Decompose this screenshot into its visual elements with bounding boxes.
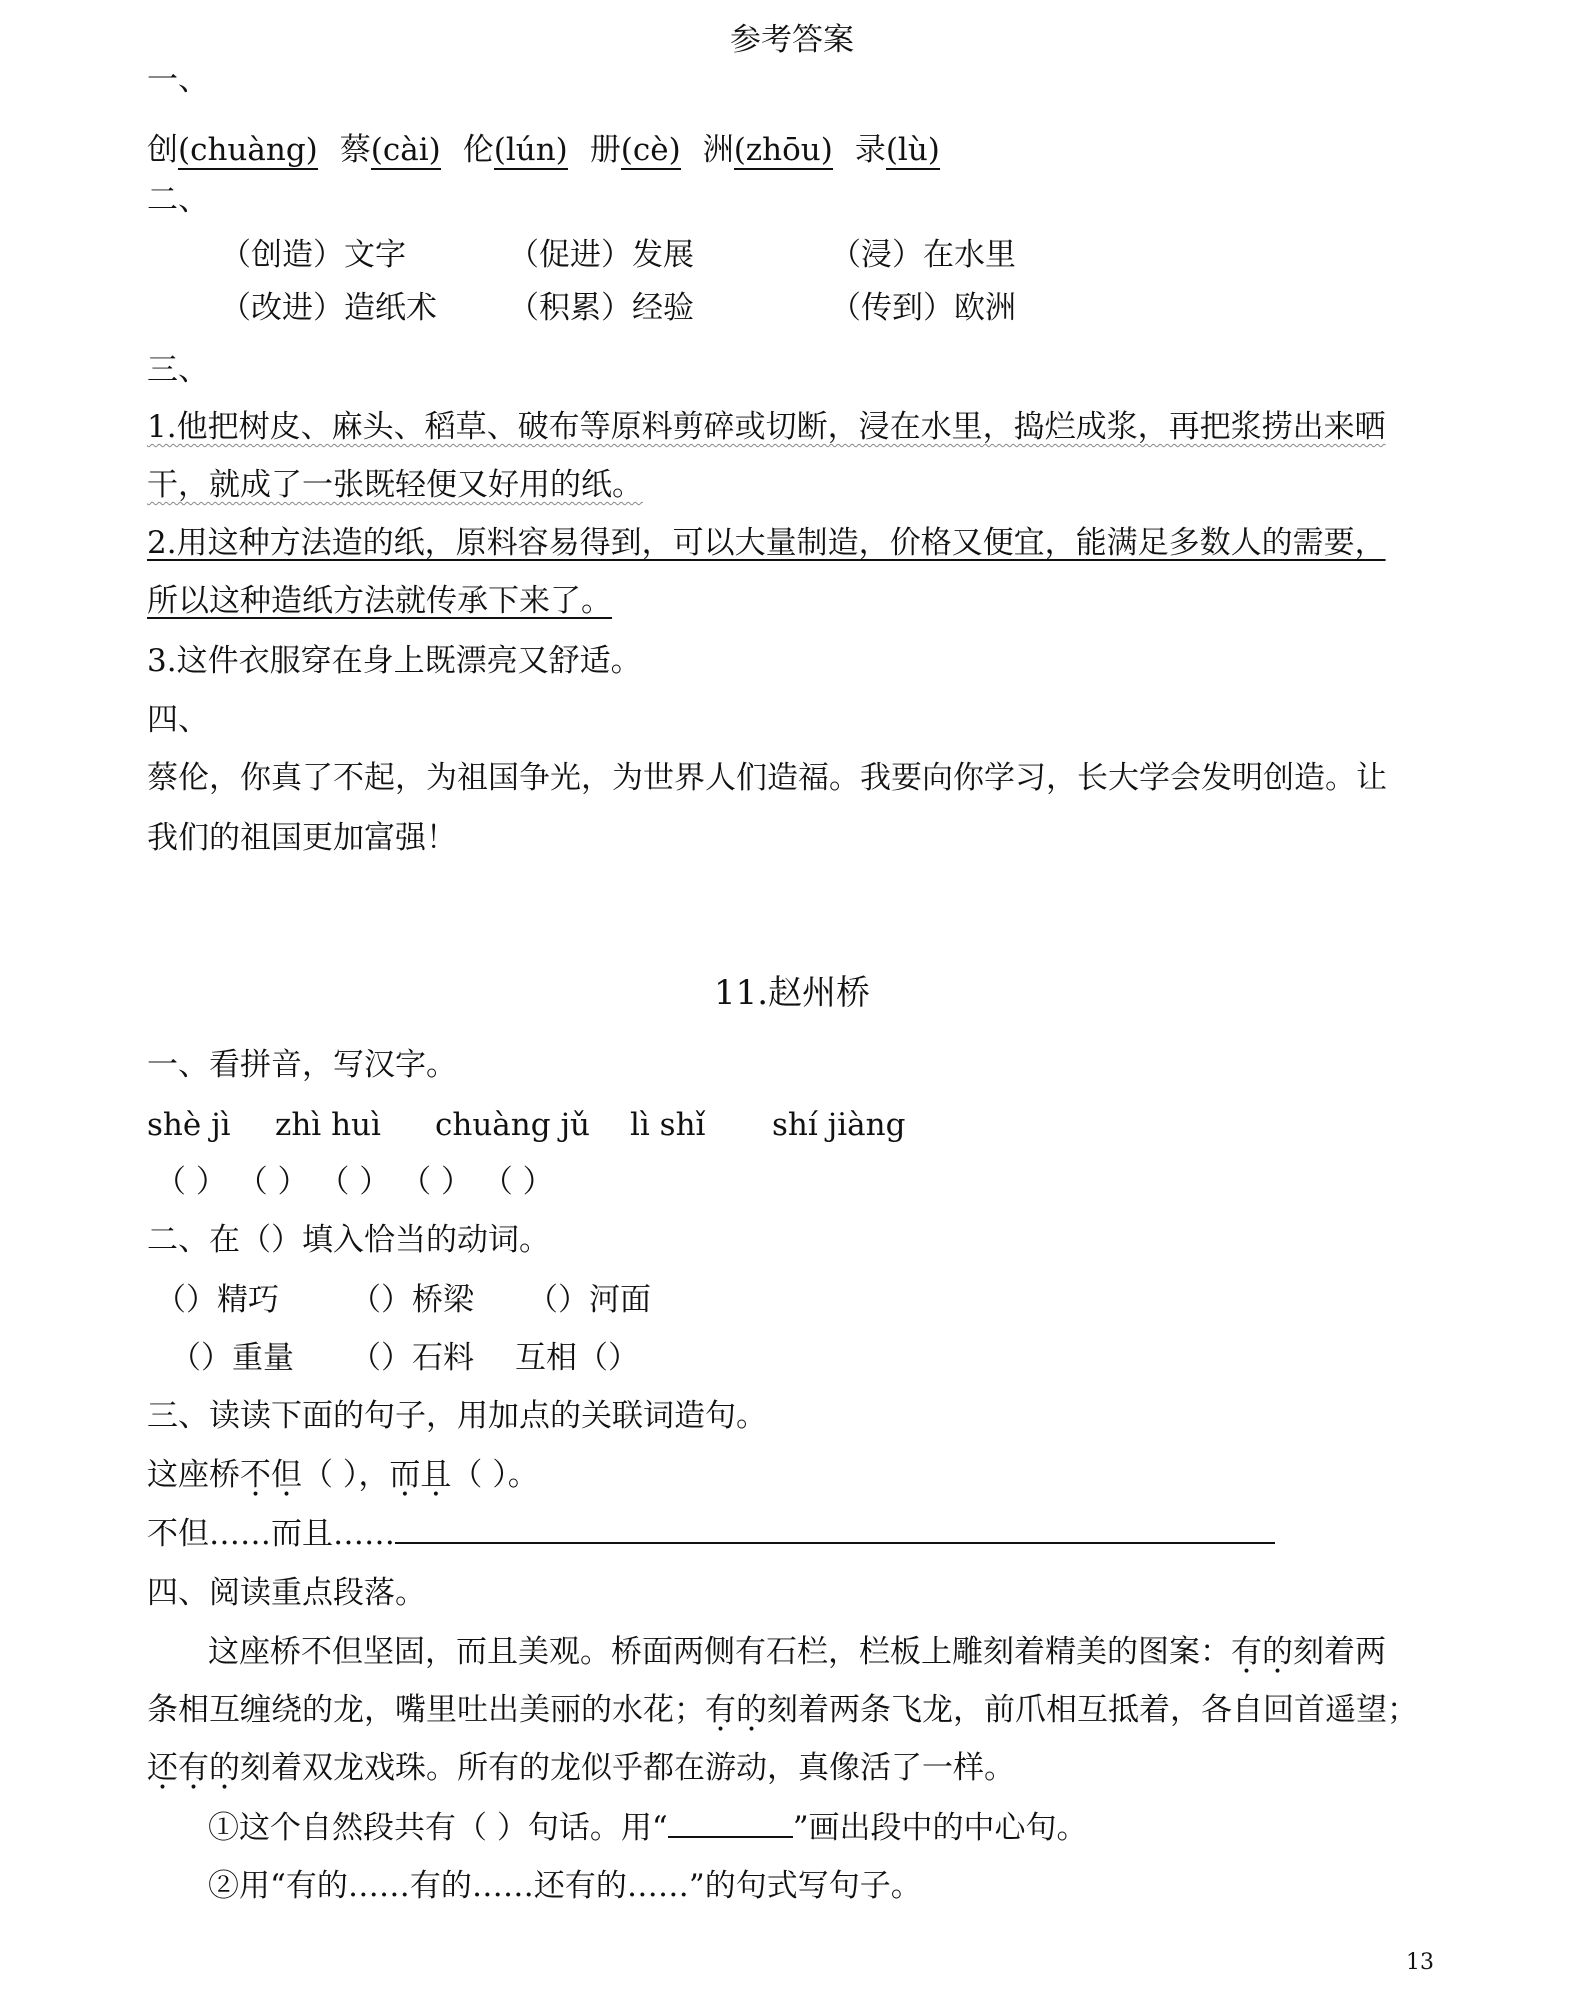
q3-s-a: 这座桥 [147, 1457, 240, 1493]
answer-char: 册 [589, 132, 621, 168]
q3-s-e: （ ）。 [451, 1457, 539, 1493]
emphasis-dotted-char: 不 [240, 1457, 271, 1493]
emphasis-dotted-char: 还 [147, 1750, 178, 1786]
q2-item: （）河面 [527, 1282, 651, 1318]
s3-a1-l1-text: 1.他把树皮、麻头、稻草、破布等原料剪碎或切断，浸在水里，捣烂成浆，再把浆捞出来晒 [147, 409, 1386, 445]
s1-label: 一、 [147, 62, 209, 98]
q4-sub-question-1 [208, 1808, 1088, 1848]
q1-label: 一、看拼音，写汉字。 [147, 1047, 457, 1083]
s3-label: 三、 [147, 352, 209, 388]
q3-keyword-erqie [389, 1457, 451, 1493]
q4-youde-1 [1231, 1634, 1293, 1670]
pinyin-answer-item [463, 132, 568, 168]
q4-sub-question-2: ②用“有的……有的……还有的……”的句式写句子。 [208, 1868, 922, 1904]
answer-char: 洲 [702, 132, 734, 168]
s4-text-line-1: 蔡伦，你真了不起，为祖国争光，为世界人们造福。我要向你学习，长大学会发明创造。让 [147, 760, 1387, 796]
q3-example-sentence [147, 1455, 539, 1495]
q4-p1: 这座桥不但坚固，而且美观。桥面两侧有石栏，栏板上雕刻着精美的图案： [208, 1634, 1231, 1670]
q3-prompt: 不但……而且…… [147, 1516, 395, 1552]
q1-pinyin: zhì huì [275, 1107, 381, 1143]
lesson-title: 11.赵州桥 [713, 973, 871, 1013]
emphasis-dotted-char: 但 [271, 1457, 302, 1493]
answer-pinyin: (cè) [620, 132, 681, 168]
s2-label: 二、 [147, 182, 209, 218]
q3-answer-row [147, 1514, 1275, 1554]
q1-answer-brackets: （ ） （ ） （ ） （ ） （ ） [155, 1164, 554, 1200]
q4-passage-line-3 [147, 1748, 1015, 1788]
s3-answer-3: 3.这件衣服穿在身上既漂亮又舒适。 [147, 643, 642, 679]
s2-cell: （创造）文字 [220, 237, 406, 273]
q1-pinyin: shí jiàng [772, 1107, 906, 1143]
q4-label: 四、阅读重点段落。 [147, 1575, 426, 1611]
emphasis-dotted-char: 的 [736, 1692, 767, 1728]
s3-a2-l2-text: 所以这种造纸方法就传承下来了。 [147, 583, 612, 619]
pinyin-answer-item [147, 132, 318, 168]
q4-sub1-a: ①这个自然段共有（ ）句话。用“ [208, 1810, 668, 1846]
emphasis-dotted-char: 有 [1231, 1634, 1262, 1670]
q2-item: 互相（） [515, 1340, 639, 1376]
q2-item: （）精巧 [155, 1282, 279, 1318]
s3-a1-l2-text: 干，就成了一张既轻便又好用的纸。 [147, 467, 643, 503]
answer-char: 蔡 [339, 132, 371, 168]
s2-cell: （改进）造纸术 [220, 290, 437, 326]
q4-haiyoude [147, 1750, 240, 1786]
pinyin-answer-item [855, 132, 940, 168]
q2-item: （）重量 [170, 1340, 294, 1376]
q4-p1c: 刻着两 [1293, 1634, 1386, 1670]
q1-pinyin: shè jì [147, 1107, 231, 1143]
s2-cell: （促进）发展 [508, 237, 694, 273]
pinyin-answer-item [703, 132, 833, 168]
q4-p2c: 刻着两条飞龙，前爪相互抵着，各自回首遥望； [767, 1692, 1418, 1728]
s2-cell: （浸）在水里 [830, 237, 1016, 273]
q4-sub1-b: ”画出段中的中心句。 [792, 1810, 1088, 1846]
emphasis-dotted-char: 的 [1262, 1634, 1293, 1670]
s4-label: 四、 [147, 702, 209, 738]
emphasis-dotted-char: 的 [209, 1750, 240, 1786]
q4-p3b: 刻着双龙戏珠。所有的龙似乎都在游动，真像活了一样。 [240, 1750, 1015, 1786]
q4-youde-2 [705, 1692, 767, 1728]
answer-pinyin: (cài) [370, 132, 441, 168]
page-number: 13 [1406, 1950, 1434, 1975]
q3-s-c: （ ）， [302, 1457, 390, 1493]
emphasis-dotted-char: 且 [420, 1457, 452, 1493]
s4-text-line-2: 我们的祖国更加富强！ [147, 820, 457, 856]
answer-pinyin: (zhōu) [733, 132, 833, 168]
s3-a2-l1-text: 2.用这种方法造的纸，原料容易得到，可以大量制造，价格又便宜，能满足多数人的需要， [147, 525, 1386, 561]
pinyin-answer-item [590, 132, 681, 168]
s3-answer-1-line-1 [147, 407, 1386, 447]
q4-p2a: 条相互缠绕的龙，嘴里吐出美丽的水花； [147, 1692, 705, 1728]
emphasis-dotted-char: 有 [705, 1692, 736, 1728]
answer-char: 伦 [462, 132, 494, 168]
s1-pinyin-answers [147, 130, 962, 170]
q4-sub1-blank[interactable] [668, 1810, 793, 1838]
q3-keyword-budan [240, 1457, 302, 1493]
emphasis-dotted-char: 有 [178, 1750, 209, 1786]
answer-pinyin: (chuàng) [178, 132, 318, 168]
q4-passage-line-1 [208, 1632, 1386, 1672]
answer-pinyin: (lún) [493, 132, 568, 168]
q3-label: 三、读读下面的句子，用加点的关联词造句。 [147, 1398, 767, 1434]
emphasis-dotted-char: 而 [389, 1457, 421, 1493]
s3-answer-2-line-1 [147, 523, 1386, 563]
q2-item: （）石料 [350, 1340, 474, 1376]
q3-answer-blank[interactable] [395, 1514, 1275, 1544]
s2-cell: （传到）欧洲 [830, 290, 1016, 326]
pinyin-answer-item [340, 132, 441, 168]
header-title: 参考答案 [730, 22, 854, 58]
s2-cell: （积累）经验 [508, 290, 694, 326]
s3-answer-2-line-2 [147, 581, 612, 621]
answer-pinyin: (lù) [885, 132, 940, 168]
answer-char: 创 [147, 132, 178, 168]
q1-pinyin: chuàng jǔ [435, 1107, 591, 1143]
q4-passage-line-2 [147, 1690, 1418, 1730]
answer-char: 录 [854, 132, 886, 168]
q2-label: 二、在（）填入恰当的动词。 [147, 1222, 550, 1258]
q2-item: （）桥梁 [350, 1282, 474, 1318]
s3-answer-1-line-2 [147, 465, 643, 505]
q1-pinyin: lì shǐ [630, 1107, 706, 1143]
